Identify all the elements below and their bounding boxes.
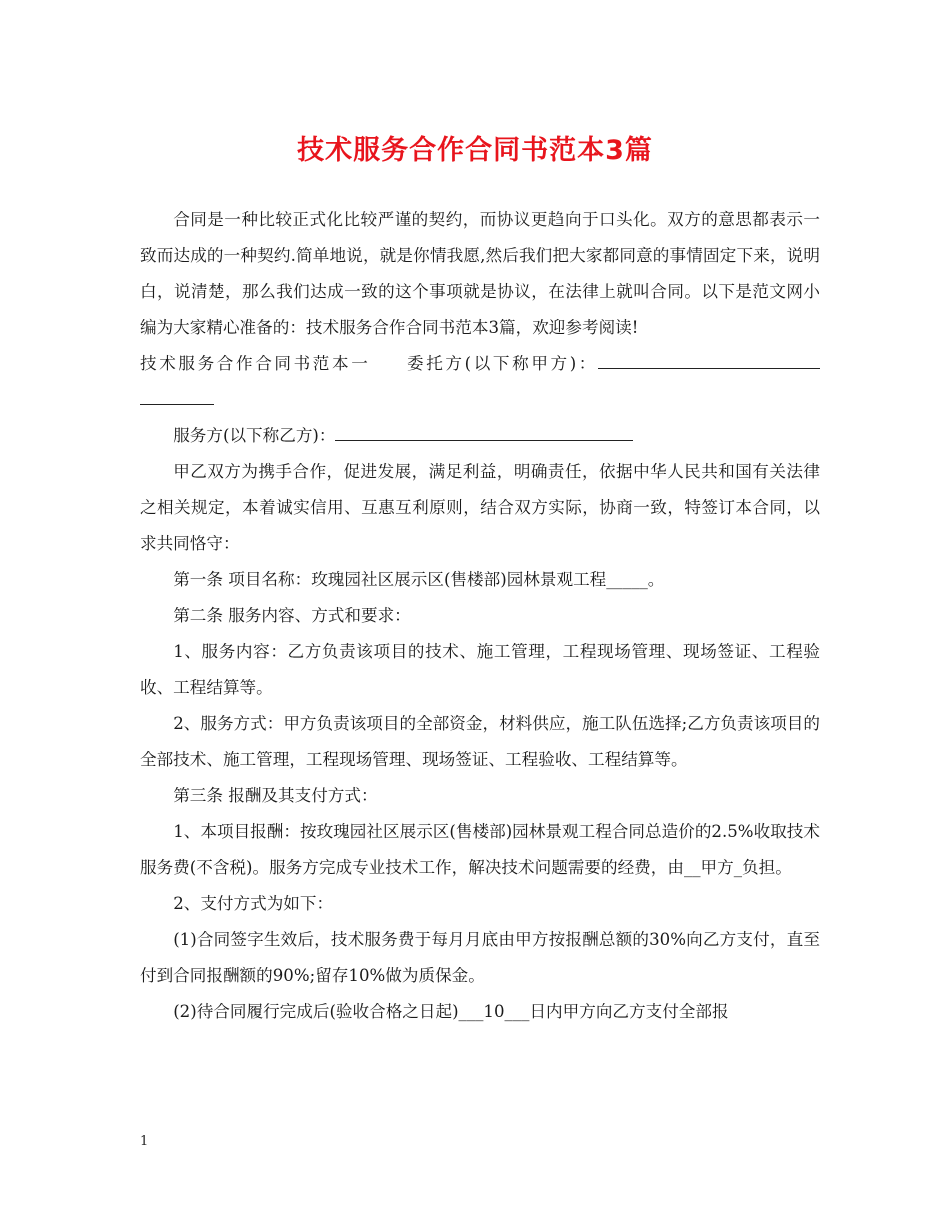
article-two-item-two: 2、服务方式：甲方负责该项目的全部资金，材料供应，施工队伍选择;乙方负责该项目的全部技术、施工管理，工程现场管理、现场签证、工程验收、工程结算等。 [140,714,820,769]
document-title: 技术服务合作合同书范本3篇 [297,135,653,166]
section-one-header-line [140,346,820,418]
client-blank [598,348,820,369]
document-body [140,202,820,1030]
provider-blank [335,420,633,441]
section-one-label: 技术服务合作合同书范本一 [140,354,371,373]
client-blank-continued [140,384,214,405]
provider-line [140,418,820,454]
article-two: 第二条 服务内容、方式和要求： [173,606,411,625]
article-one: 第一条 项目名称：玫瑰园社区展示区(售楼部)园林景观工程_____。 [173,570,665,589]
payment-item-two-b: (2)待合同履行完成后(验收合格之日起)___10___日内甲方向乙方支付全部报 [173,1002,729,1021]
provider-label: 服务方(以下称乙方)： [173,426,336,445]
client-label: 委托方(以下称甲方)： [404,354,599,373]
payment-item-two: 2、支付方式为如下： [173,894,334,913]
article-three: 第三条 报酬及其支付方式： [173,786,378,805]
preamble-paragraph: 甲乙双方为携手合作，促进发展，满足利益，明确责任，依据中华人民共和国有关法律之相关规定，本着诚实信用、互惠互利原则，结合双方实际，协商一致，特签订本合同，以求共同恪守： [140,462,820,553]
payment-item-one: 1、本项目报酬：按玫瑰园社区展示区(售楼部)园林景观工程合同总造价的2.5%收取技术服务费(不含税)。服务方完成专业技术工作，解决技术问题需要的经费，由__甲方_负担。 [140,822,820,877]
payment-item-two-a: (1)合同签字生效后，技术服务费于每月月底由甲方按报酬总额的30%向乙方支付，直至付到合同报酬额的90%;留存10%做为质保金。 [140,930,820,985]
page-number: 1 [140,1134,149,1149]
article-two-item-one: 1、服务内容：乙方负责该项目的技术、施工管理，工程现场管理、现场签证、工程验收、工程结算等。 [140,642,820,697]
intro-paragraph: 合同是一种比较正式化比较严谨的契约，而协议更趋向于口头化。双方的意思都表示一致而达成的一种契约.简单地说，就是你情我愿,然后我们把大家都同意的事情固定下来，说明白，说清楚，那么我们达成一致的这个事项就是协议，在法律上就叫合同。以下是范文网小编为大家精心准备的：技术服务合作合同书范本3篇，欢迎参考阅读! [140,210,820,337]
